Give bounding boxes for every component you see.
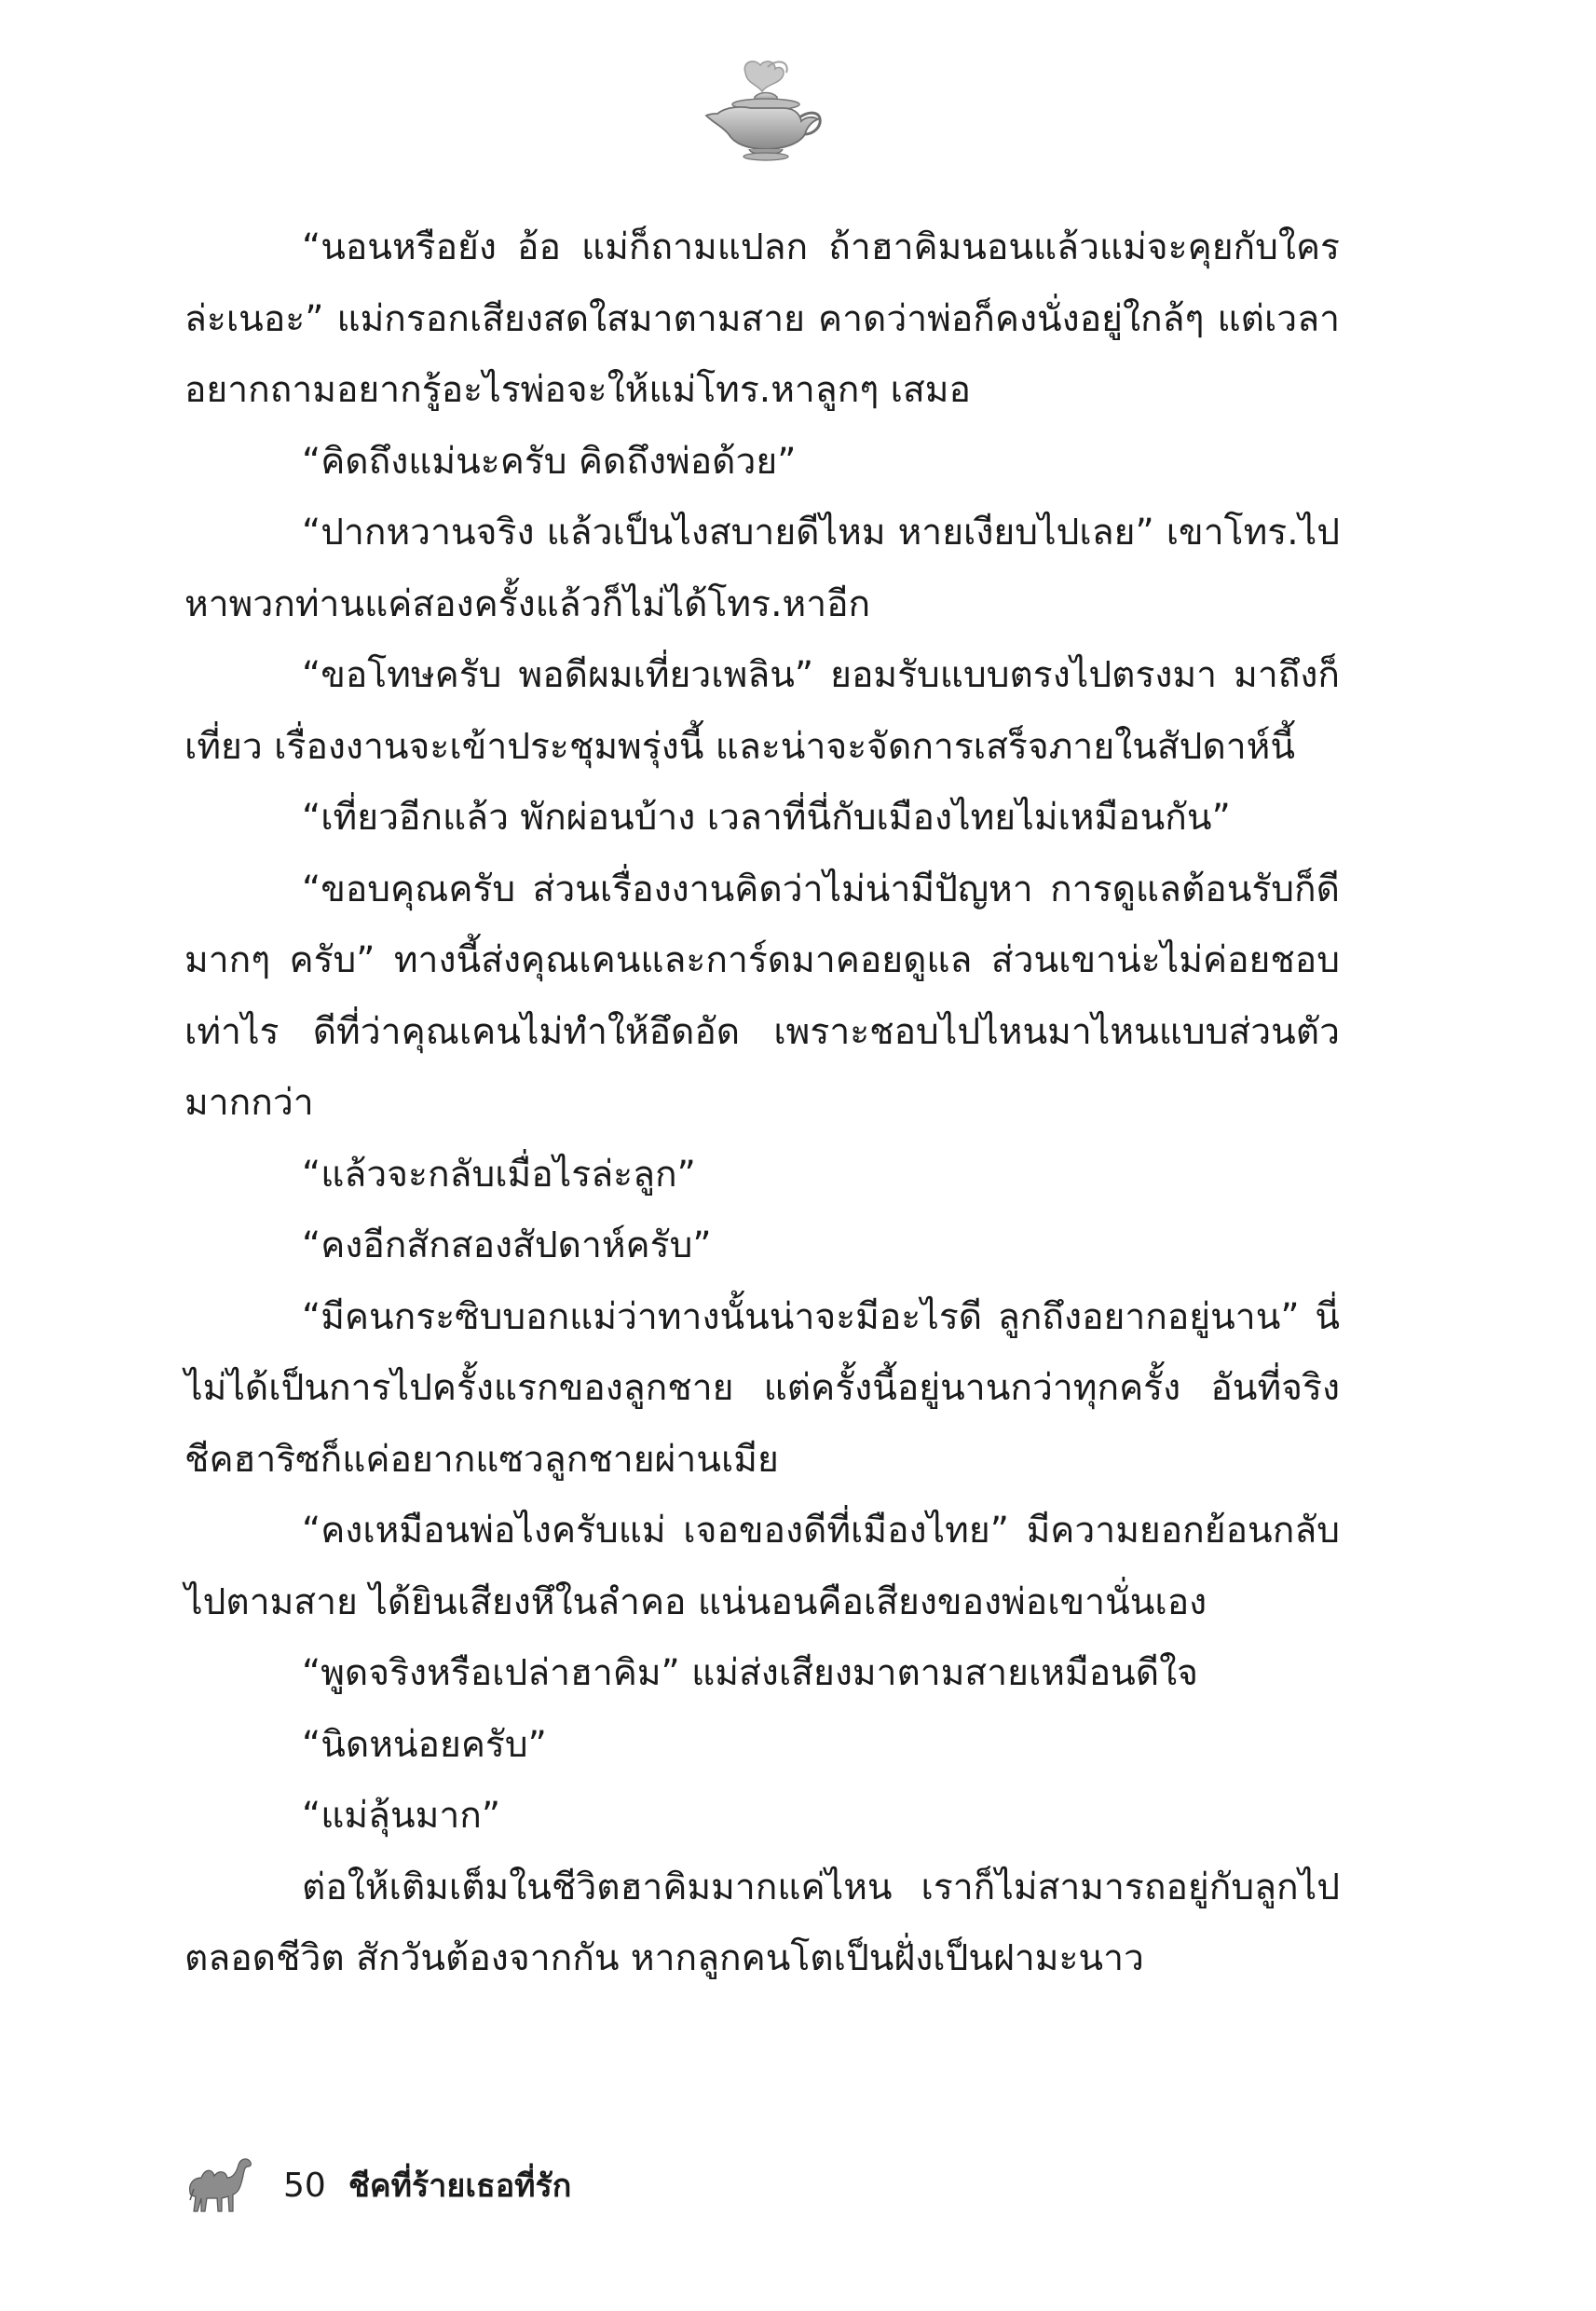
paragraph: “แม่ลุ้นมาก”	[302, 1795, 501, 1837]
paragraph: “ปากหวานจริง แล้วเป็นไงสบายดีไหม หายเงียบไปเลย” เขาโทร.ไปหาพวกท่านแค่สองครั้งแล้วก็ไม่ได้โทร.หาอีก	[184, 512, 1340, 625]
paragraph: “เที่ยวอีกแล้ว พักผ่อนบ้าง เวลาที่นี่กับเมืองไทยไม่เหมือนกัน”	[302, 797, 1231, 839]
page-footer	[184, 2143, 571, 2227]
book-title: ชีคที่ร้ายเธอที่รัก	[348, 2167, 572, 2205]
paragraph: ต่อให้เติมเต็มในชีวิตฮาคิมมากแค่ไหน เราก็ไม่สามารถอยู่กับลูกไปตลอดชีวิต สักวันต้องจากกัน หากลูกคนโตเป็นฝั่งเป็นฝามะนาว	[184, 1866, 1340, 1979]
paragraph: “แล้วจะกลับเมื่อไรล่ะลูก”	[302, 1153, 696, 1196]
body-text	[184, 212, 1340, 1995]
paragraph: “มีคนกระซิบบอกแม่ว่าทางนั้นน่าจะมีอะไรดี ลูกถึงอยากอยู่นาน” นี่ไม่ได้เป็นการไปครั้งแรกของลูกชาย แต่ครั้งนี้อยู่นานกว่าทุกครั้ง อันที่จริงชีคฮาริซก็แค่อยากแซวลูกชายผ่านเมีย	[184, 1295, 1340, 1481]
paragraph: “ขอโทษครับ พอดีผมเที่ยวเพลิน” ยอมรับแบบตรงไปตรงมา มาถึงก็เที่ยว เรื่องงานจะเข้าประชุมพรุ่งนี้ และน่าจะจัดการเสร็จภายในสัปดาห์นี้	[184, 654, 1340, 768]
paragraph: “นิดหน่อยครับ”	[302, 1723, 547, 1766]
page-number: 50	[283, 2166, 326, 2205]
paragraph: “คงเหมือนพ่อไงครับแม่ เจอของดีที่เมืองไทย” มีความยอกย้อนกลับไปตามสาย ได้ยินเสียงหึในลำคอ แน่นอนคือเสียงของพ่อเขานั่นเอง	[184, 1510, 1340, 1623]
paragraph: “ขอบคุณครับ ส่วนเรื่องงานคิดว่าไม่น่ามีปัญหา การดูแลต้อนรับก็ดีมากๆ ครับ” ทางนี้ส่งคุณเคนและการ์ดมาคอยดูแล ส่วนเขาน่ะไม่ค่อยชอบเท่าไร ดีที่ว่าคุณเคนไม่ทำให้อึดอัด เพราะชอบไปไหนมาไหนแบบส่วนตัวมากกว่า	[184, 868, 1340, 1124]
camel-icon	[184, 2155, 255, 2215]
paragraph: “นอนหรือยัง อ้อ แม่ก็ถามแปลก ถ้าฮาคิมนอนแล้วแม่จะคุยกับใครล่ะเนอะ” แม่กรอกเสียงสดใสมาตามสาย คาดว่าพ่อก็คงนั่งอยู่ใกล้ๆ แต่เวลาอยากถามอยากรู้อะไรพ่อจะให้แม่โทร.หาลูกๆ เสมอ	[184, 226, 1340, 411]
genie-lamp-icon	[689, 56, 829, 168]
paragraph: “พูดจริงหรือเปล่าฮาคิม” แม่ส่งเสียงมาตามสายเหมือนดีใจ	[302, 1652, 1199, 1694]
paragraph: “คงอีกสักสองสัปดาห์ครับ”	[302, 1224, 712, 1266]
paragraph: “คิดถึงแม่นะครับ คิดถึงพ่อด้วย”	[302, 440, 797, 483]
